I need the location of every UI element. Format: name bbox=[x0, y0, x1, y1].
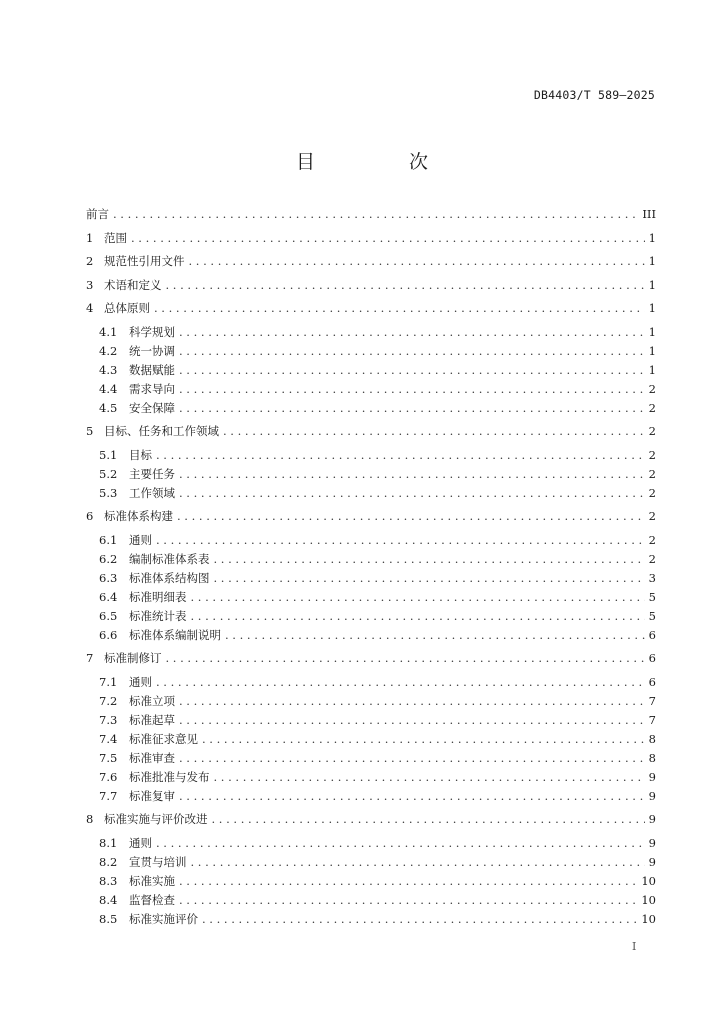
toc-entry-label: 标准实施 bbox=[129, 873, 175, 888]
toc-entry-label: 标准起草 bbox=[129, 712, 175, 727]
toc-entry-label: 统一协调 bbox=[129, 343, 175, 358]
toc-entry-number: 4.3 bbox=[99, 362, 118, 377]
toc-entry[interactable] bbox=[86, 206, 656, 222]
toc-entry-page: 9 bbox=[648, 835, 656, 850]
toc-entry-number: 3 bbox=[86, 277, 94, 292]
toc-entry[interactable] bbox=[86, 230, 656, 246]
toc-dot-leader bbox=[179, 400, 645, 416]
toc-entry[interactable] bbox=[99, 712, 656, 728]
toc-entry[interactable] bbox=[86, 253, 656, 269]
toc-entry-number: 8.4 bbox=[99, 892, 118, 907]
toc-entry[interactable] bbox=[99, 551, 656, 567]
toc-dot-leader bbox=[179, 381, 645, 397]
toc-entry-page: 2 bbox=[648, 485, 656, 500]
toc-entry-label: 标准体系编制说明 bbox=[129, 627, 221, 642]
toc-dot-leader bbox=[212, 811, 645, 827]
toc-entry[interactable] bbox=[99, 589, 656, 605]
toc-entry-label: 通则 bbox=[129, 532, 152, 547]
toc-entry-label: 宣贯与培训 bbox=[129, 854, 187, 869]
toc-entry-number: 6.5 bbox=[99, 608, 118, 623]
toc-entry-number: 6.2 bbox=[99, 551, 118, 566]
toc-entry-page: 7 bbox=[648, 712, 656, 727]
toc-dot-leader bbox=[179, 892, 637, 908]
toc-entry[interactable] bbox=[99, 769, 656, 785]
toc-dot-leader bbox=[156, 835, 645, 851]
toc-entry-number: 6.6 bbox=[99, 627, 118, 642]
toc-dot-leader bbox=[189, 253, 645, 269]
page-number: I bbox=[632, 940, 637, 953]
toc-entry-page: 10 bbox=[641, 873, 656, 888]
toc-entry-page: 8 bbox=[648, 731, 656, 746]
toc-entry[interactable] bbox=[99, 854, 656, 870]
toc-entry-number: 4.2 bbox=[99, 343, 118, 358]
toc-entry-number: 6.4 bbox=[99, 589, 118, 604]
toc-entry-page: 9 bbox=[648, 788, 656, 803]
toc-entry[interactable] bbox=[99, 873, 656, 889]
toc-entry-number: 1 bbox=[86, 230, 94, 245]
toc-dot-leader bbox=[179, 873, 637, 889]
toc-entry-label: 科学规划 bbox=[129, 324, 175, 339]
toc-entry-number: 2 bbox=[86, 254, 94, 268]
toc-entry[interactable] bbox=[99, 447, 656, 463]
toc-entry-label: 需求导向 bbox=[129, 381, 175, 396]
toc-entry-number: 7.5 bbox=[99, 750, 118, 765]
toc-entry-page: 8 bbox=[648, 750, 656, 765]
toc-dot-leader bbox=[191, 589, 645, 605]
toc-entry-label: 数据赋能 bbox=[129, 362, 175, 377]
toc-entry-label: 标准复审 bbox=[129, 788, 175, 803]
toc-entry[interactable] bbox=[99, 400, 656, 416]
document-code: DB4403/T 589—2025 bbox=[533, 88, 655, 102]
toc-entry-page: 2 bbox=[648, 509, 656, 523]
toc-entry[interactable] bbox=[99, 788, 656, 804]
toc-entry-label: 标准实施评价 bbox=[129, 911, 198, 926]
toc-entry-label: 标准征求意见 bbox=[129, 731, 198, 746]
toc-entry[interactable] bbox=[99, 324, 656, 340]
toc-dot-leader bbox=[191, 854, 645, 870]
toc-entry-label: 监督检查 bbox=[129, 892, 175, 907]
toc-entry[interactable] bbox=[99, 892, 656, 908]
toc-dot-leader bbox=[223, 423, 645, 439]
toc-entry-number: 6.1 bbox=[99, 532, 118, 547]
toc-entry-page: 5 bbox=[648, 608, 656, 623]
toc-entry-page: 10 bbox=[641, 911, 656, 926]
toc-dot-leader bbox=[179, 712, 645, 728]
toc-entry-page: 1 bbox=[648, 254, 656, 268]
toc-entry-number: 8.5 bbox=[99, 911, 118, 926]
toc-entry-label: 标准立项 bbox=[129, 693, 175, 708]
toc-dot-leader bbox=[179, 788, 645, 804]
toc-entry[interactable] bbox=[99, 731, 656, 747]
toc-entry-label: 总体原则 bbox=[104, 301, 150, 315]
toc-entry-label: 标准统计表 bbox=[129, 608, 187, 623]
toc-entry-number: 5 bbox=[86, 424, 94, 438]
toc-dot-leader bbox=[179, 693, 645, 709]
toc-entry-number: 7.2 bbox=[99, 693, 118, 708]
toc-dot-leader bbox=[179, 343, 645, 359]
toc-entry-page: 1 bbox=[648, 277, 656, 292]
toc-entry-number: 4.5 bbox=[99, 400, 118, 415]
toc-entry[interactable] bbox=[99, 570, 656, 586]
toc-entry[interactable] bbox=[99, 835, 656, 851]
toc-entry-page: 2 bbox=[648, 466, 656, 481]
toc-entry-page: 1 bbox=[648, 362, 656, 377]
toc-entry-label: 规范性引用文件 bbox=[104, 254, 185, 268]
page-title: 目 次 bbox=[295, 151, 473, 173]
toc-entry-page: III bbox=[642, 207, 656, 221]
toc-entry-label: 标准体系结构图 bbox=[129, 570, 210, 585]
toc-entry-label: 标准体系构建 bbox=[104, 509, 173, 523]
toc-dot-leader bbox=[166, 277, 645, 293]
toc-entry-label: 通则 bbox=[129, 674, 152, 689]
toc-entry[interactable] bbox=[99, 532, 656, 548]
toc-dot-leader bbox=[202, 911, 637, 927]
toc-entry-label: 工作领域 bbox=[129, 485, 175, 500]
toc-entry-page: 1 bbox=[648, 301, 656, 315]
toc-entry[interactable] bbox=[99, 627, 656, 643]
toc-entry[interactable] bbox=[86, 423, 656, 439]
toc-dot-leader bbox=[225, 627, 645, 643]
toc-entry-page: 2 bbox=[648, 532, 656, 547]
toc-entry[interactable] bbox=[99, 466, 656, 482]
toc-entry-number: 4.1 bbox=[99, 324, 118, 339]
toc-dot-leader bbox=[179, 362, 645, 378]
toc-entry-page: 6 bbox=[648, 627, 656, 642]
toc-dot-leader bbox=[131, 230, 645, 246]
toc-entry[interactable] bbox=[99, 343, 656, 359]
toc-entry-number: 8.1 bbox=[99, 835, 118, 850]
toc-entry[interactable] bbox=[86, 277, 656, 293]
toc-entry-page: 2 bbox=[648, 400, 656, 415]
toc-entry-number: 4.4 bbox=[99, 381, 118, 396]
toc-entry-label: 标准实施与评价改进 bbox=[104, 812, 208, 826]
toc-entry-page: 2 bbox=[648, 447, 656, 462]
toc-dot-leader bbox=[166, 650, 645, 666]
toc-entry-page: 1 bbox=[648, 324, 656, 339]
toc-entry[interactable] bbox=[99, 750, 656, 766]
toc-entry-number: 7.1 bbox=[99, 674, 118, 689]
toc-entry[interactable] bbox=[99, 381, 656, 397]
toc-entry[interactable] bbox=[99, 674, 656, 690]
toc-dot-leader bbox=[177, 508, 645, 524]
toc-entry-page: 7 bbox=[648, 693, 656, 708]
toc-entry-number: 6.3 bbox=[99, 570, 118, 585]
toc-entry-label: 目标、任务和工作领域 bbox=[104, 424, 219, 438]
toc-entry-label: 标准批准与发布 bbox=[129, 769, 210, 784]
toc-entry-number: 8.3 bbox=[99, 873, 118, 888]
toc-entry-page: 6 bbox=[648, 651, 656, 665]
toc-entry-page: 6 bbox=[648, 674, 656, 689]
toc-dot-leader bbox=[113, 206, 638, 222]
toc-entry[interactable] bbox=[99, 485, 656, 501]
toc-entry-label: 前言 bbox=[86, 207, 109, 221]
toc-entry-number: 7.3 bbox=[99, 712, 118, 727]
toc-entry-page: 3 bbox=[648, 570, 656, 585]
toc-entry-number: 5.1 bbox=[99, 447, 118, 462]
toc-entry-number: 7.6 bbox=[99, 769, 118, 784]
toc-entry-number: 8.2 bbox=[99, 854, 118, 869]
toc-dot-leader bbox=[156, 532, 645, 548]
toc-dot-leader bbox=[156, 674, 645, 690]
toc-entry-page: 9 bbox=[648, 854, 656, 869]
toc-dot-leader bbox=[191, 608, 645, 624]
toc-entry[interactable] bbox=[99, 362, 656, 378]
toc-entry-page: 1 bbox=[648, 343, 656, 358]
toc-entry-number: 4 bbox=[86, 301, 94, 315]
toc-entry-number: 5.3 bbox=[99, 485, 118, 500]
toc-entry-label: 主要任务 bbox=[129, 466, 175, 481]
toc-entry-label: 术语和定义 bbox=[104, 277, 162, 292]
toc-entry-label: 标准明细表 bbox=[129, 589, 187, 604]
toc-entry[interactable] bbox=[86, 811, 656, 827]
toc-dot-leader bbox=[156, 447, 645, 463]
toc-entry-label: 范围 bbox=[104, 230, 127, 245]
toc-dot-leader bbox=[214, 551, 645, 567]
toc-dot-leader bbox=[202, 731, 645, 747]
toc-dot-leader bbox=[214, 570, 645, 586]
toc-entry-page: 1 bbox=[648, 230, 656, 245]
toc-entry[interactable] bbox=[99, 911, 656, 927]
toc-entry[interactable] bbox=[99, 608, 656, 624]
toc-entry-number: 7 bbox=[86, 651, 94, 665]
toc-entry[interactable] bbox=[99, 693, 656, 709]
toc-entry-label: 目标 bbox=[129, 447, 152, 462]
toc-dot-leader bbox=[179, 324, 645, 340]
toc-entry-page: 9 bbox=[648, 812, 656, 826]
toc-entry-label: 通则 bbox=[129, 835, 152, 850]
toc-dot-leader bbox=[179, 466, 645, 482]
toc-entry-label: 标准审查 bbox=[129, 750, 175, 765]
toc-entry-page: 10 bbox=[641, 892, 656, 907]
toc-dot-leader bbox=[214, 769, 645, 785]
toc-dot-leader bbox=[154, 300, 645, 316]
toc-entry-number: 7.7 bbox=[99, 788, 118, 803]
toc-dot-leader bbox=[179, 485, 645, 501]
toc-entry[interactable] bbox=[86, 508, 656, 524]
toc-entry-page: 5 bbox=[648, 589, 656, 604]
toc-entry-number: 8 bbox=[86, 812, 94, 826]
toc-entry-label: 安全保障 bbox=[129, 400, 175, 415]
toc-entry[interactable] bbox=[86, 650, 656, 666]
toc-entry-page: 2 bbox=[648, 381, 656, 396]
toc-entry-label: 编制标准体系表 bbox=[129, 551, 210, 566]
toc-entry-page: 2 bbox=[648, 551, 656, 566]
toc-entry-number: 7.4 bbox=[99, 731, 118, 746]
toc-entry-page: 9 bbox=[648, 769, 656, 784]
toc-dot-leader bbox=[179, 750, 645, 766]
toc-entry-number: 6 bbox=[86, 509, 94, 523]
toc-entry-number: 5.2 bbox=[99, 466, 118, 481]
toc-entry-page: 2 bbox=[648, 424, 656, 438]
toc-entry-label: 标准制修订 bbox=[104, 651, 162, 665]
toc-entry[interactable] bbox=[86, 300, 656, 316]
